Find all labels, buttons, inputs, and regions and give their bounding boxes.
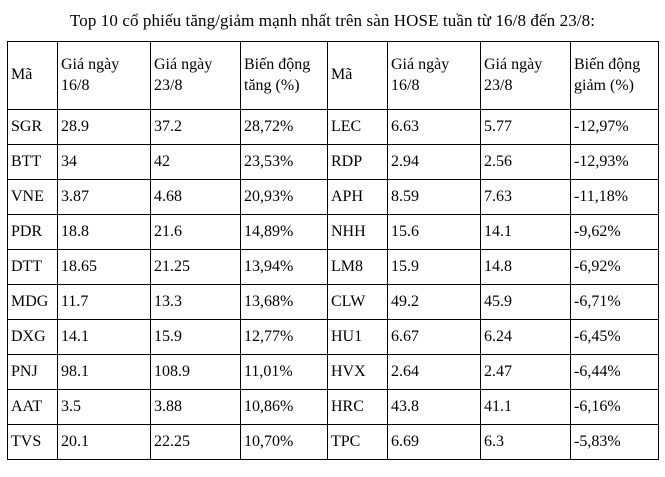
loser-change-cell: -11,18% bbox=[571, 180, 659, 215]
loser-price-23-8-cell: 14.1 bbox=[481, 215, 571, 250]
loser-change-cell: -5,83% bbox=[571, 425, 659, 460]
gainer-code-cell: MDG bbox=[8, 285, 58, 320]
gainer-price-16-8-cell: 18.65 bbox=[58, 250, 151, 285]
column-header-loser-price-23-8: Giá ngày 23/8 bbox=[481, 42, 571, 110]
gainer-change-cell: 12,77% bbox=[241, 320, 328, 355]
loser-code-cell: CLW bbox=[328, 285, 388, 320]
loser-code-cell: TPC bbox=[328, 425, 388, 460]
gainer-price-16-8-cell: 28.9 bbox=[58, 110, 151, 145]
gainer-code-cell: SGR bbox=[8, 110, 58, 145]
gainer-code-cell: PDR bbox=[8, 215, 58, 250]
gainer-change-cell: 10,86% bbox=[241, 390, 328, 425]
table-row bbox=[8, 320, 659, 355]
loser-price-16-8-cell: 43.8 bbox=[388, 390, 481, 425]
loser-price-16-8-cell: 6.67 bbox=[388, 320, 481, 355]
gainer-change-cell: 20,93% bbox=[241, 180, 328, 215]
gainer-price-16-8-cell: 20.1 bbox=[58, 425, 151, 460]
loser-price-16-8-cell: 49.2 bbox=[388, 285, 481, 320]
gainer-price-16-8-cell: 11.7 bbox=[58, 285, 151, 320]
loser-change-cell: -6,44% bbox=[571, 355, 659, 390]
gainer-code-cell: BTT bbox=[8, 145, 58, 180]
table-row bbox=[8, 215, 659, 250]
loser-change-cell: -9,62% bbox=[571, 215, 659, 250]
loser-price-16-8-cell: 15.6 bbox=[388, 215, 481, 250]
gainer-code-cell: AAT bbox=[8, 390, 58, 425]
gainer-price-23-8-cell: 21.6 bbox=[151, 215, 241, 250]
loser-code-cell: HRC bbox=[328, 390, 388, 425]
gainer-code-cell: DTT bbox=[8, 250, 58, 285]
table-row bbox=[8, 180, 659, 215]
loser-change-cell: -12,93% bbox=[571, 145, 659, 180]
table-row bbox=[8, 425, 659, 460]
gainer-price-16-8-cell: 34 bbox=[58, 145, 151, 180]
loser-change-cell: -12,97% bbox=[571, 110, 659, 145]
table-row bbox=[8, 110, 659, 145]
column-header-loser-price-16-8: Giá ngày 16/8 bbox=[388, 42, 481, 110]
loser-change-cell: -6,16% bbox=[571, 390, 659, 425]
loser-change-cell: -6,92% bbox=[571, 250, 659, 285]
column-header-gainer-price-16-8: Giá ngày 16/8 bbox=[58, 42, 151, 110]
gainer-code-cell: PNJ bbox=[8, 355, 58, 390]
loser-code-cell: HU1 bbox=[328, 320, 388, 355]
gainer-price-23-8-cell: 15.9 bbox=[151, 320, 241, 355]
gainer-price-16-8-cell: 3.5 bbox=[58, 390, 151, 425]
gainer-price-23-8-cell: 3.88 bbox=[151, 390, 241, 425]
table-row bbox=[8, 355, 659, 390]
loser-price-16-8-cell: 2.94 bbox=[388, 145, 481, 180]
gainer-code-cell: TVS bbox=[8, 425, 58, 460]
loser-code-cell: NHH bbox=[328, 215, 388, 250]
column-header-loser-change: Biến động giảm (%) bbox=[571, 42, 659, 110]
loser-price-23-8-cell: 14.8 bbox=[481, 250, 571, 285]
loser-price-16-8-cell: 15.9 bbox=[388, 250, 481, 285]
gainer-price-16-8-cell: 18.8 bbox=[58, 215, 151, 250]
gainer-change-cell: 14,89% bbox=[241, 215, 328, 250]
table-body bbox=[8, 110, 659, 460]
loser-price-23-8-cell: 5.77 bbox=[481, 110, 571, 145]
loser-price-16-8-cell: 6.69 bbox=[388, 425, 481, 460]
gainer-price-23-8-cell: 13.3 bbox=[151, 285, 241, 320]
gainer-code-cell: VNE bbox=[8, 180, 58, 215]
gainer-price-23-8-cell: 37.2 bbox=[151, 110, 241, 145]
gainer-change-cell: 23,53% bbox=[241, 145, 328, 180]
gainer-price-23-8-cell: 4.68 bbox=[151, 180, 241, 215]
column-header-gainer-price-23-8: Giá ngày 23/8 bbox=[151, 42, 241, 110]
table-row bbox=[8, 145, 659, 180]
gainer-price-23-8-cell: 42 bbox=[151, 145, 241, 180]
gainer-change-cell: 10,70% bbox=[241, 425, 328, 460]
loser-code-cell: LEC bbox=[328, 110, 388, 145]
gainer-price-23-8-cell: 22.25 bbox=[151, 425, 241, 460]
column-header-loser-code: Mã bbox=[328, 42, 388, 110]
column-header-gainer-code: Mã bbox=[8, 42, 58, 110]
gainer-price-16-8-cell: 14.1 bbox=[58, 320, 151, 355]
loser-code-cell: LM8 bbox=[328, 250, 388, 285]
loser-change-cell: -6,45% bbox=[571, 320, 659, 355]
stock-table bbox=[7, 41, 659, 460]
gainer-code-cell: DXG bbox=[8, 320, 58, 355]
gainer-price-16-8-cell: 98.1 bbox=[58, 355, 151, 390]
page-title: Top 10 cổ phiếu tăng/giảm mạnh nhất trên sàn HOSE tuần từ 16/8 đến 23/8: bbox=[69, 11, 596, 30]
gainer-change-cell: 13,68% bbox=[241, 285, 328, 320]
table-header-row bbox=[8, 42, 659, 110]
loser-price-23-8-cell: 6.24 bbox=[481, 320, 571, 355]
gainer-price-23-8-cell: 108.9 bbox=[151, 355, 241, 390]
loser-code-cell: HVX bbox=[328, 355, 388, 390]
gainer-change-cell: 11,01% bbox=[241, 355, 328, 390]
loser-code-cell: APH bbox=[328, 180, 388, 215]
loser-price-23-8-cell: 7.63 bbox=[481, 180, 571, 215]
loser-price-23-8-cell: 6.3 bbox=[481, 425, 571, 460]
gainer-change-cell: 28,72% bbox=[241, 110, 328, 145]
loser-price-16-8-cell: 8.59 bbox=[388, 180, 481, 215]
table-row bbox=[8, 285, 659, 320]
loser-change-cell: -6,71% bbox=[571, 285, 659, 320]
loser-price-23-8-cell: 2.56 bbox=[481, 145, 571, 180]
loser-price-23-8-cell: 45.9 bbox=[481, 285, 571, 320]
column-header-gainer-change: Biến động tăng (%) bbox=[241, 42, 328, 110]
loser-code-cell: RDP bbox=[328, 145, 388, 180]
loser-price-23-8-cell: 2.47 bbox=[481, 355, 571, 390]
gainer-price-23-8-cell: 21.25 bbox=[151, 250, 241, 285]
gainer-change-cell: 13,94% bbox=[241, 250, 328, 285]
loser-price-23-8-cell: 41.1 bbox=[481, 390, 571, 425]
gainer-price-16-8-cell: 3.87 bbox=[58, 180, 151, 215]
table-row bbox=[8, 390, 659, 425]
loser-price-16-8-cell: 2.64 bbox=[388, 355, 481, 390]
table-row bbox=[8, 250, 659, 285]
loser-price-16-8-cell: 6.63 bbox=[388, 110, 481, 145]
